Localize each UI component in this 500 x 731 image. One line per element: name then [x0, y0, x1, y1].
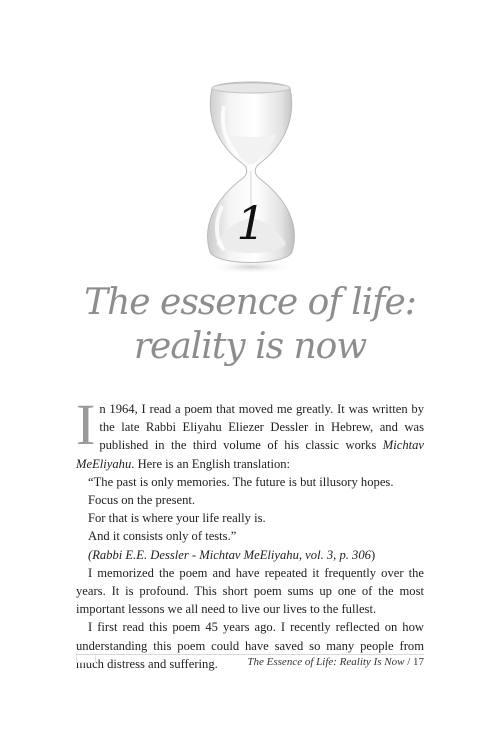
- chapter-title-line-2: reality is now: [133, 326, 367, 367]
- footer-rule: [76, 654, 424, 655]
- hourglass-icon: [196, 76, 306, 276]
- chapter-number: 1: [236, 196, 266, 250]
- poem-line-4: And it consists only of tests.”: [88, 529, 237, 544]
- page-number: 17: [413, 656, 424, 668]
- footer-mark: [76, 655, 96, 663]
- chapter-title-line-1: The essence of life:: [84, 282, 416, 323]
- drop-cap: I: [76, 392, 96, 457]
- paragraph-1-start: n 1964, I read a poem that moved me greatly. It was written by the late Rabbi Eliyahu Eliezer Dessler in Hebrew, and was published in the third volume of his classic works: [99, 402, 424, 453]
- footer-separator: /: [404, 656, 413, 668]
- citation-text: (Rabbi E.E. Dessler - Michtav MeEliyahu, vol. 3, p. 306: [88, 547, 371, 562]
- poem-line-2: Focus on the present.: [88, 493, 196, 508]
- running-title: The Essence of Life: Reality Is Now: [247, 656, 405, 668]
- book-title-michtav: Michtav MeEliyahu: [76, 438, 424, 471]
- poem-line-3: For that is where your life really is.: [88, 511, 266, 526]
- citation: [76, 546, 424, 564]
- paragraph-1-end: . Here is an English translation:: [131, 456, 291, 471]
- body-text: [76, 392, 424, 673]
- paragraph-1: [76, 392, 424, 473]
- citation-close: ): [370, 547, 376, 562]
- page-footer: [247, 656, 424, 668]
- paragraph-2: I memorized the poem and have repeated it frequently over the years. It is profound. This short poem sums up one of the most important lessons we all need to live our lives to the fullest.: [76, 565, 424, 617]
- paragraph-3: I first read this poem 45 years ago. I recently reflected on how understanding this poem could have saved so many people from much distress and suffering.: [76, 620, 424, 671]
- poem-line-1: “The past is only memories. The future is but illusory hopes.: [88, 474, 394, 489]
